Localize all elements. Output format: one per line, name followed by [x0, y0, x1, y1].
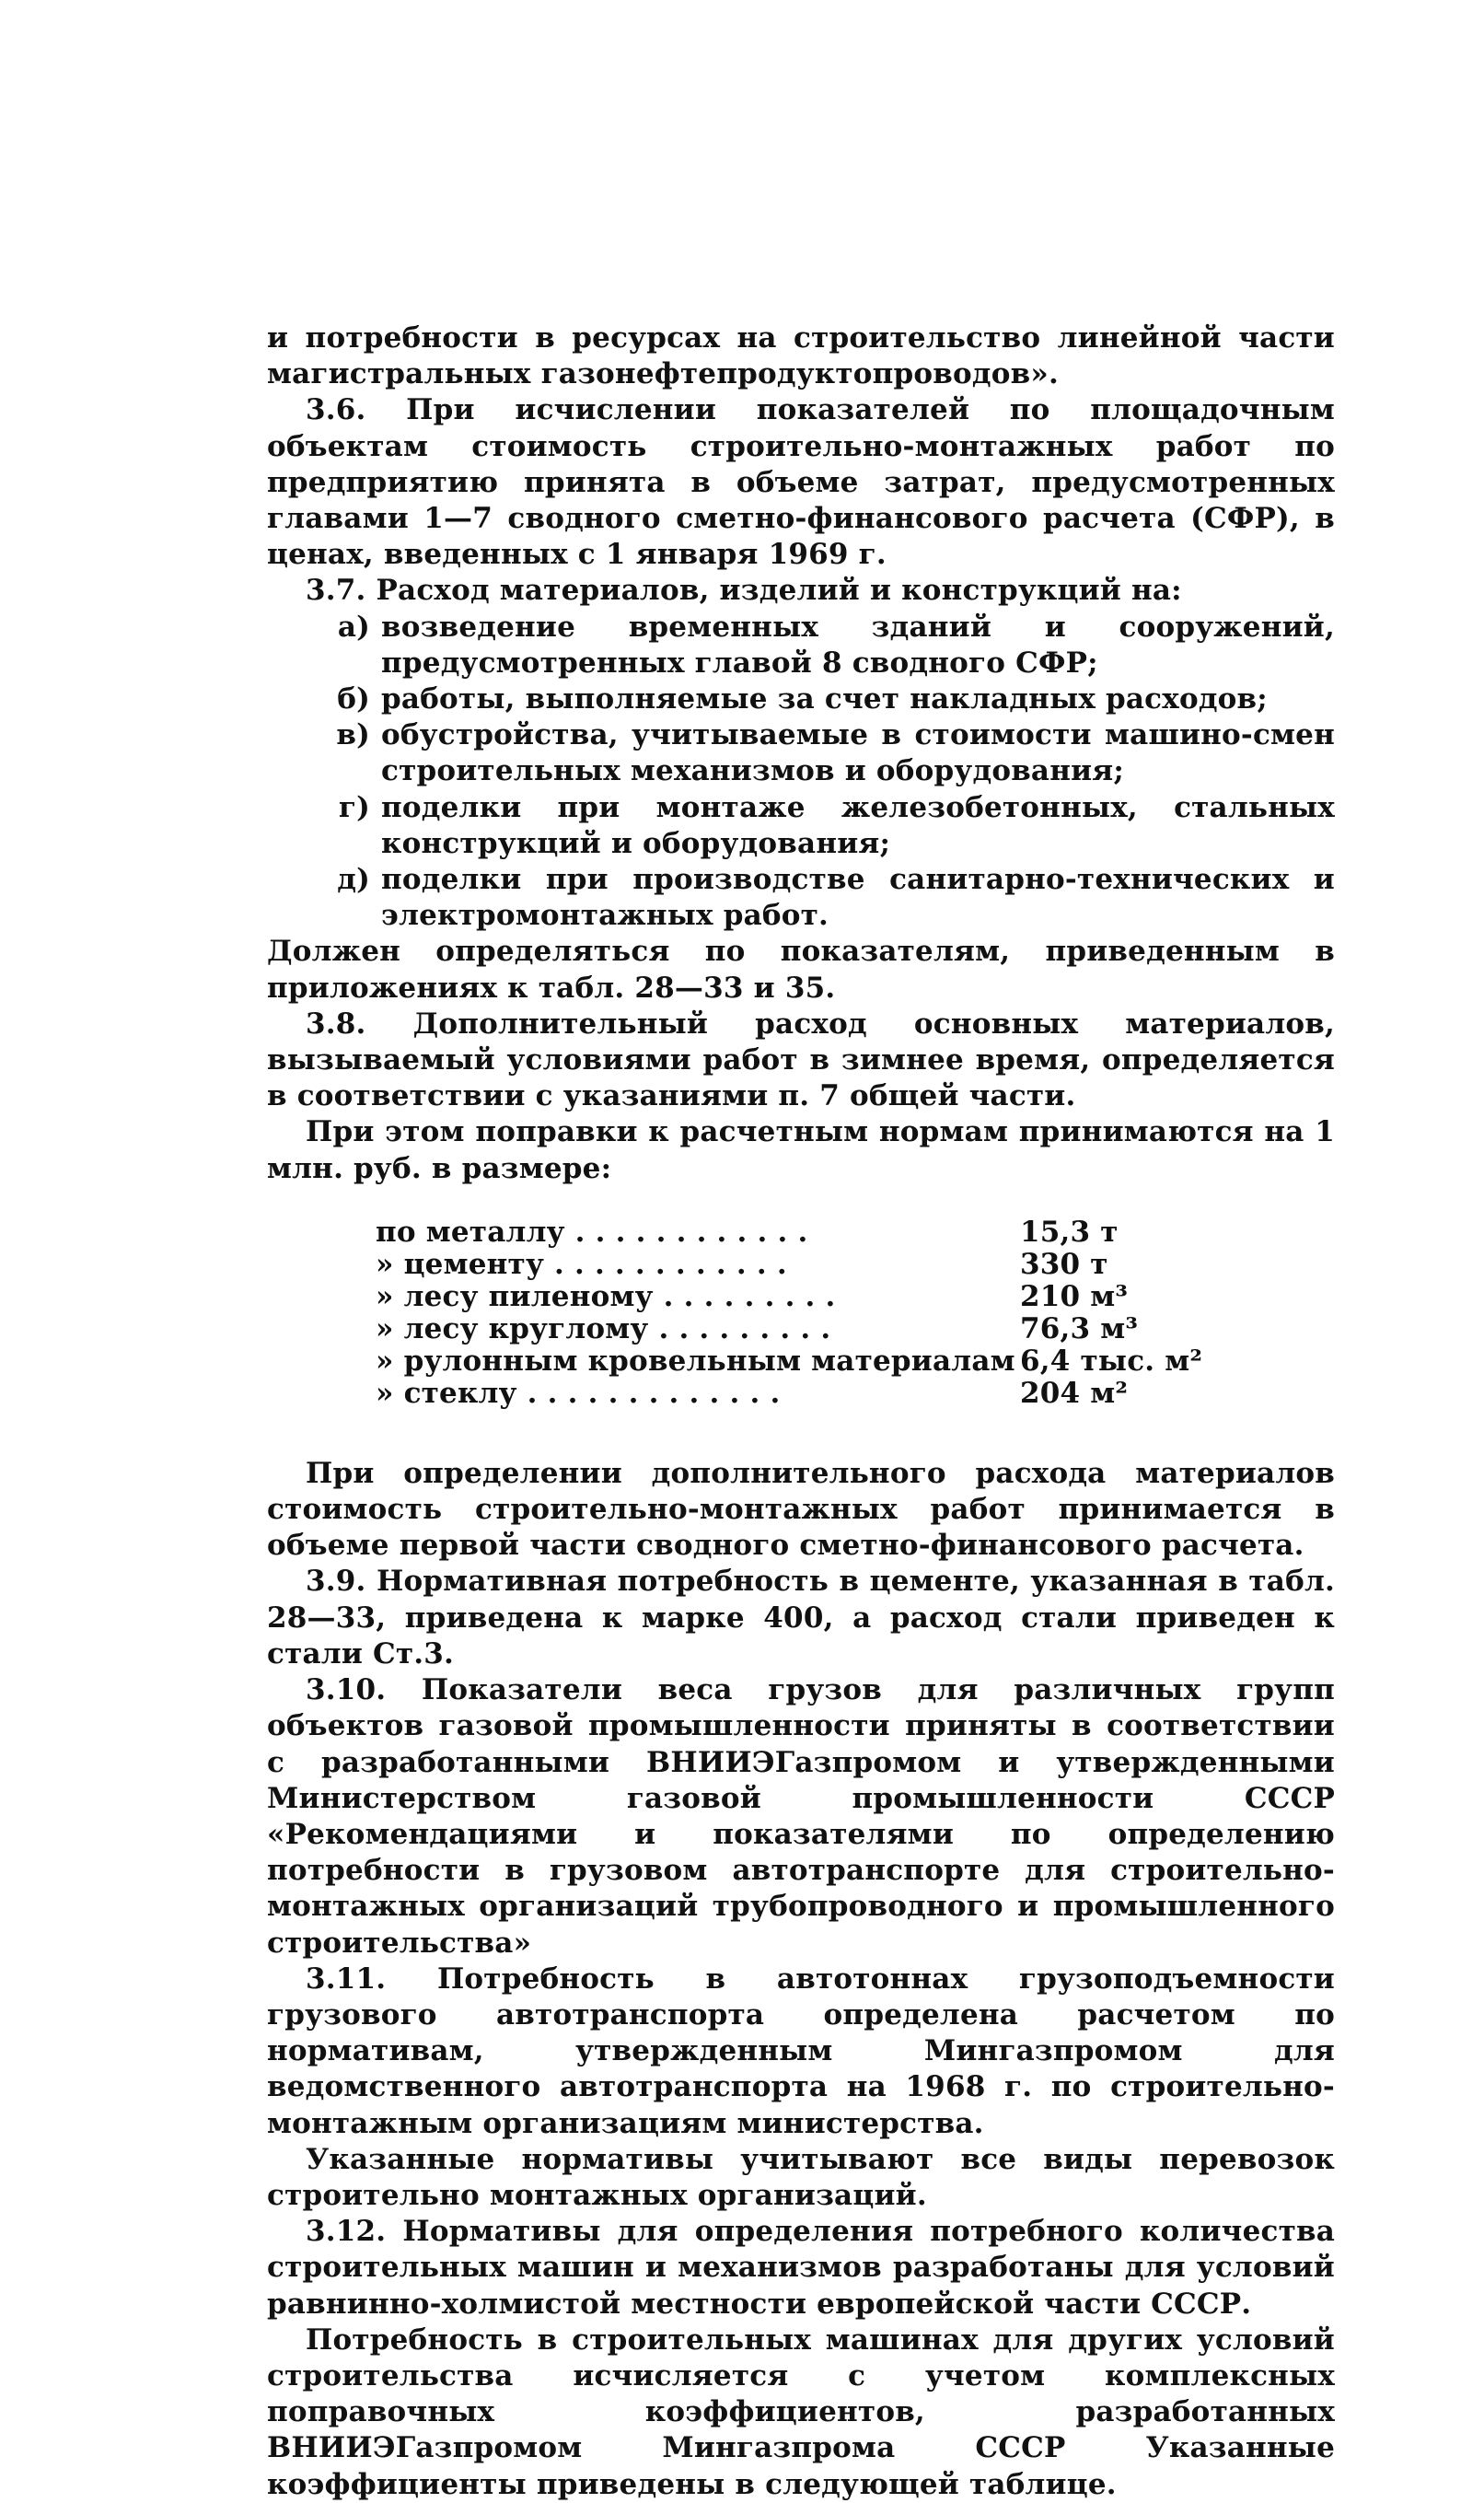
list-item-marker: в)	[336, 718, 370, 752]
norm-row	[376, 1378, 1335, 1410]
list-item-text: работы, выполняемые за счет накладных расходов;	[381, 682, 1268, 716]
norm-value: 15,3 т	[1020, 1215, 1119, 1249]
list-item-text: поделки при монтаже железобетонных, стальных конструкций и оборудования;	[381, 790, 1335, 860]
norm-label: » стеклу . . . . . . . . . . . . .	[376, 1377, 781, 1410]
norm-row	[376, 1345, 1335, 1378]
norm-value: 330 т	[1020, 1247, 1108, 1281]
list-item-marker: д)	[337, 863, 370, 897]
list-3-7	[267, 610, 1335, 935]
paragraph-3-12: 3.12. Нормативы для определения потребного количества строительных машин и механизмов разработаны для условий равнинно-холмистой местности европейской части СССР.	[267, 2215, 1335, 2321]
list-item-text: возведение временных зданий и сооружений, предусмотренных главой 8 сводного СФР;	[381, 610, 1335, 680]
paragraph-3-11: 3.11. Потребность в автотоннах грузоподъемности грузового автотранспорта определена расчетом по нормативам, утвержденным Мингазпромом для ведомственного автотранспорта на 1968 г. по строительно-монтажным организациям министерства.	[267, 1962, 1335, 2140]
paragraph-3-11-b: Указанные нормативы учитывают все виды перевозок строительно монтажных организаций.	[267, 2142, 1335, 2212]
list-item-marker: г)	[338, 790, 370, 824]
paragraph-3-8: 3.8. Дополнительный расход основных материалов, вызываемый условиями работ в зимнее время, определяется в соответствии с указаниями п. 7 общей части.	[267, 1007, 1335, 1113]
norm-value: 76,3 м³	[1020, 1311, 1139, 1345]
list-item	[267, 610, 1335, 681]
norm-row	[376, 1281, 1335, 1313]
paragraph-3-7: 3.7. Расход материалов, изделий и конструкций на:	[306, 574, 1182, 608]
norm-value: 6,4 тыс. м²	[1020, 1344, 1203, 1378]
list-item	[267, 681, 1335, 717]
norm-value: 210 м³	[1020, 1279, 1129, 1313]
norms-list	[267, 1217, 1335, 1410]
norm-value: 204 м²	[1020, 1376, 1129, 1410]
list-item	[267, 717, 1335, 789]
norm-row	[376, 1313, 1335, 1345]
paragraph-3-12-b: Потребность в строительных машинах для других условий строительства исчисляется с учетом комплексных поправочных коэффициентов, разработанных ВНИИЭГазпромом Мингазпрома СССР Указанные коэффициенты приведены в следующей таблице.	[267, 2323, 1335, 2501]
paragraph-3-9: 3.9. Нормативная потребность в цементе, указанная в табл. 28—33, приведена к марке 400, а расход стали приведен к стали Ст.3.	[267, 1565, 1335, 1671]
norm-label: » цементу . . . . . . . . . . . .	[376, 1248, 787, 1281]
norm-row	[376, 1249, 1335, 1281]
list-item	[267, 790, 1335, 862]
document-body	[267, 320, 1335, 2503]
paragraph-3-6: 3.6. При исчислении показателей по площадочным объектам стоимость строительно-монтажных работ по предприятию принята в объеме затрат, предусмотренных главами 1—7 сводного сметно-финансового расчета (СФР), в ценах, введенных с 1 января 1969 г.	[267, 393, 1335, 572]
paragraph-after-norms: При определении дополнительного расхода материалов стоимость строительно-монтажных работ принимается в объеме первой части сводного сметно-финансового расчета.	[267, 1456, 1335, 1563]
norm-label: » рулонным кровельным материалам	[376, 1345, 1015, 1378]
norm-label: » лесу круглому . . . . . . . . .	[376, 1312, 831, 1345]
list-item-text: обустройства, учитываемые в стоимости машино-смен строительных механизмов и оборудования;	[381, 718, 1335, 788]
norm-label: » лесу пиленому . . . . . . . . .	[376, 1280, 836, 1313]
paragraph-3-8-b: При этом поправки к расчетным нормам принимаются на 1 млн. руб. в размере:	[267, 1115, 1335, 1185]
list-item-marker: а)	[337, 610, 370, 644]
paragraph-3-10: 3.10. Показатели веса грузов для различных групп объектов газовой промышленности приняты в соответствии с разработанными ВНИИЭГазпромом и утвержденными Министерством газовой промышленности СССР «Рекомендациями и показателями по определению потребности в грузовом автотранспорте для строительно-монтажных организаций трубопроводного и промышленного строительства»	[267, 1673, 1335, 1960]
list-item-text: поделки при производстве санитарно-технических и электромонтажных работ.	[381, 863, 1335, 933]
norm-row	[376, 1217, 1335, 1249]
paragraph-intro: и потребности в ресурсах на строительство линейной части магистральных газонефтепродуктопроводов».	[267, 321, 1335, 391]
list-item-marker: б)	[337, 682, 370, 716]
norm-label: по металлу . . . . . . . . . . . .	[376, 1216, 808, 1249]
list-item	[267, 862, 1335, 934]
paragraph-3-7-end: Должен определяться по показателям, приведенным в приложениях к табл. 28—33 и 35.	[267, 935, 1335, 1005]
